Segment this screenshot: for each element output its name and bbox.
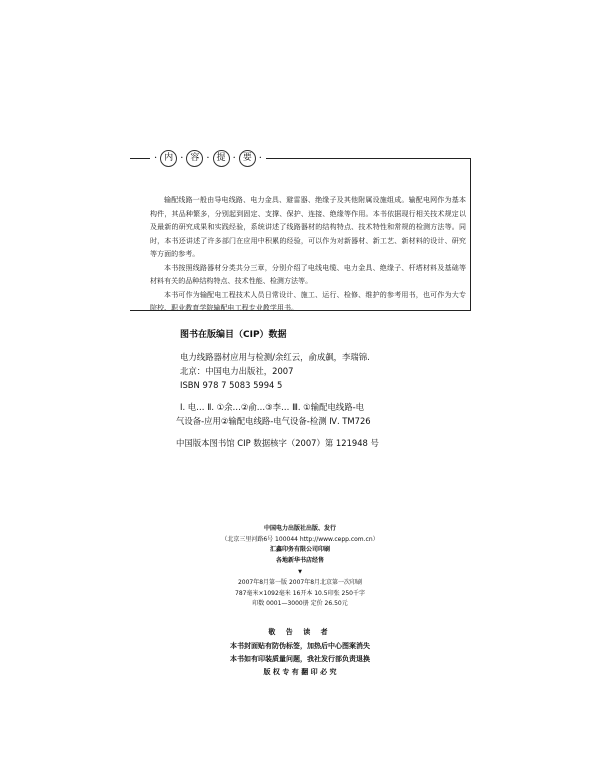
label-dot: · [180,152,184,164]
copyright-line: 版 权 专 有 翻 印 必 究 [263,668,337,676]
reader-notice [150,626,450,679]
summary-paragraph: 本书可作为输配电工程技术人员日常设计、施工、运行、检修、维护的参考用书，也可作为大专院校、职业教育学院输配电工程专业教学用书。 [150,290,466,312]
publisher-line: 中国电力出版社出版、发行 [263,525,336,532]
cip-heading: 图书在版编目（CIP）数据 [180,330,287,340]
print-run-price-line: 印数 0001—3000册 定价 26.50元 [252,600,348,607]
format-line: 787毫米×1092毫米 16开本 10.5印张 250千字 [235,589,365,597]
notice-title: 敬 告 读 者 [268,628,332,636]
label-dot-left: · [154,152,158,164]
summary-box-right-border [470,158,471,310]
edition-line: 2007年8月第一版 2007年8月北京第一次印刷 [237,579,363,586]
summary-paragraph: 本书按照线路器材分类共分三章，分别介绍了电线电缆、电力金具、绝缘子、杆塔材料及基础等材料有关的品种结构特点、技术性能、检测方法等。 [150,263,466,285]
cip-title-line: 电力线路器材应用与检测/余红云，俞成飙，李瑞锦. [180,352,370,362]
label-char-4: 要 [239,150,256,167]
notice-line: 本书如有印装质量问题，我社发行部负责退换 [230,655,370,663]
distributor-line: 各地新华书店经售 [275,556,324,564]
summary-paragraph: 输配线路一般由导电线路、电力金具、避雷器、绝缘子及其他附属设施组成。输配电网作为基本构件，其品种繁多，分别起到固定、支撑、保护、连接、绝缘等作用。本书依据现行相关技术规定以及最新的研究成果和实践经验，系统讲述了线路器材的结构特点、技术特性和常规的检测方法等。同时，本书还讲述了许多部门在应用中积累的经验，可以作为对新器材、新工艺、新材料的设计、研究等方面的参考。 [150,196,466,258]
summary-box-label [150,150,266,167]
label-char-3: 提 [213,150,230,167]
label-char-1: 内 [160,150,177,167]
cip-subject-line: Ⅰ. 电… Ⅱ. ①余…②俞…③李… Ⅲ. ①输配电线路-电 [180,402,364,412]
label-dot: · [232,152,236,164]
cip-isbn-line: ISBN 978 7 5083 5994 5 [180,380,283,390]
publication-info [150,524,450,610]
cip-gap [176,392,476,400]
triangle-separator: ▼ [298,569,302,575]
printer-line: 汇鑫印务有限公司印刷 [269,546,330,553]
cip-subject-line: 气设备-应用②输配电线路-电气设备-检测 Ⅳ. TM726 [176,416,371,426]
label-char-2: 容 [186,150,203,167]
cip-publisher-line: 北京：中国电力出版社，2007 [180,366,294,376]
address-line: （北京三里河路6号 100044 http://www.cepp.com.cn） [221,535,379,543]
label-dot: · [206,152,210,164]
cip-section [176,327,476,450]
label-dot-right: · [258,152,262,164]
cip-library-line: 中国版本图书馆 CIP 数据核字（2007）第 121948 号 [176,438,379,448]
summary-text [150,194,466,316]
cip-gap [176,428,476,436]
notice-line: 本书封面贴有防伪标签，加热后中心图案消失 [230,642,370,650]
